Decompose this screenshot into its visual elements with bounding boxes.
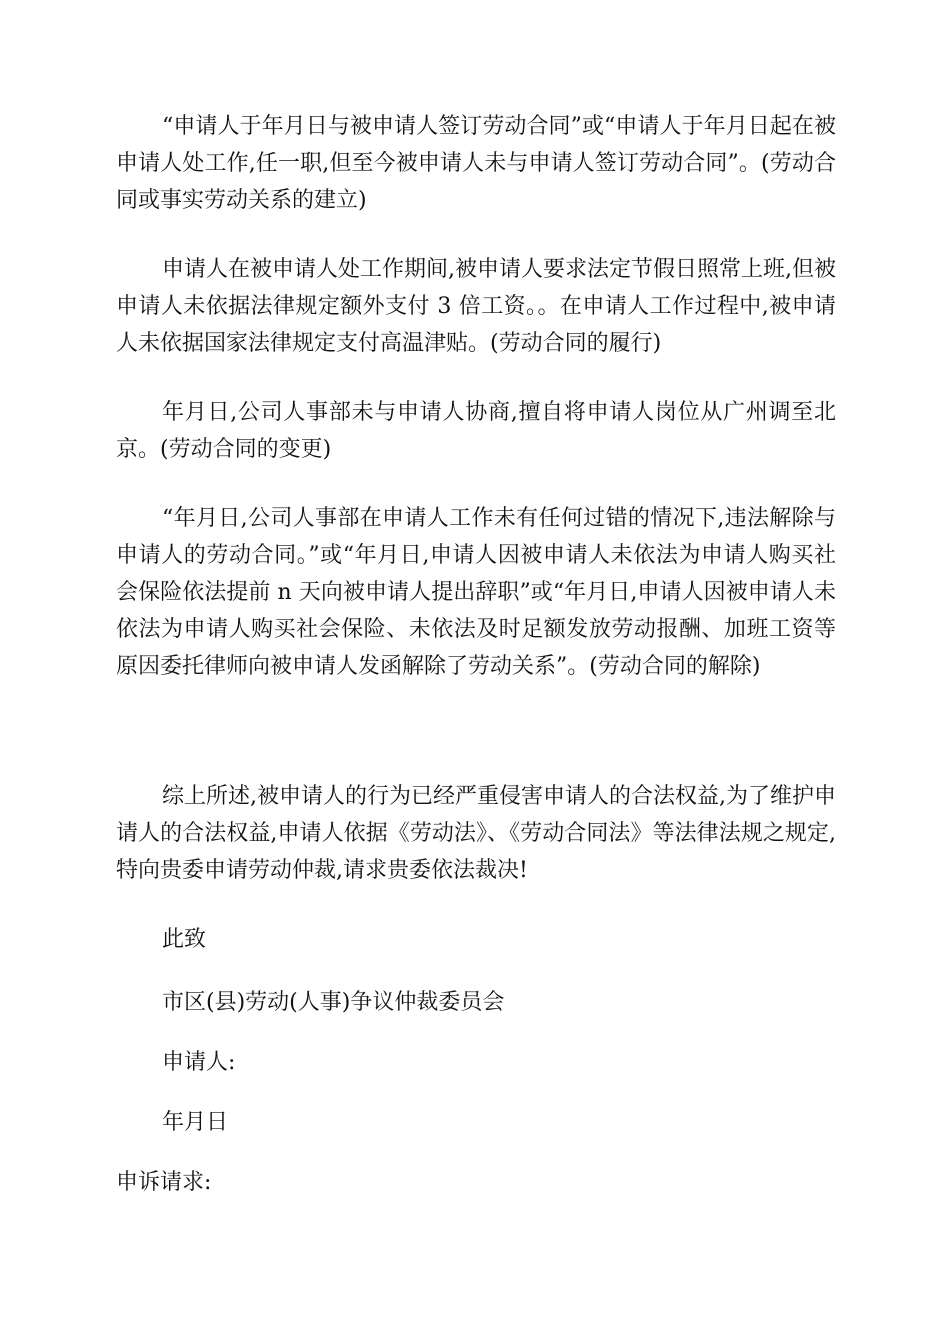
closing-salutation: 此致	[162, 927, 207, 952]
applicant-label: 申请人:	[162, 1050, 236, 1075]
paragraph-contract-performance: 申请人在被申请人处工作期间,被申请人要求法定节假日照常上班,但被申请人未依据法律规定额外支付 3 倍工资。。在申请人工作过程中,被申请人未依据国家法律规定支付高温津贴。(劳动合同的履行)	[116, 257, 836, 356]
paragraph-contract-change: 年月日,公司人事部未与申请人协商,擅自将申请人岗位从广州调至北京。(劳动合同的变更)	[116, 400, 836, 462]
paragraph-conclusion: 综上所述,被申请人的行为已经严重侵害申请人的合法权益,为了维护申请人的合法权益,申请人依据《劳动法》、《劳动合同法》等法律法规之规定,特向贵委申请劳动仲裁,请求贵委依法裁决!	[116, 784, 836, 883]
date-label: 年月日	[162, 1110, 229, 1135]
paragraph-contract-termination: “年月日,公司人事部在申请人工作未有任何过错的情况下,违法解除与申请人的劳动合同。”或“年月日,申请人因被申请人未依法为申请人购买社会保险依法提前 n 天向被申请人提出辞职”或“年月日,申请人因被申请人未依法为申请人购买社会保险、未依法及时足额发放劳动报酬、加班工资等原因委托律师向被申请人发函解除了劳动关系”。(劳动合同的解除)	[116, 506, 836, 679]
paragraph-contract-establishment: “申请人于年月日与被申请人签订劳动合同”或“申请人于年月日起在被申请人处工作,任一职,但至今被申请人未与申请人签订劳动合同”。(劳动合同或事实劳动关系的建立)	[116, 114, 836, 213]
recipient-name: 市区(县)劳动(人事)争议仲裁委员会	[162, 990, 505, 1015]
section-heading: 申诉请求:	[116, 1170, 212, 1195]
